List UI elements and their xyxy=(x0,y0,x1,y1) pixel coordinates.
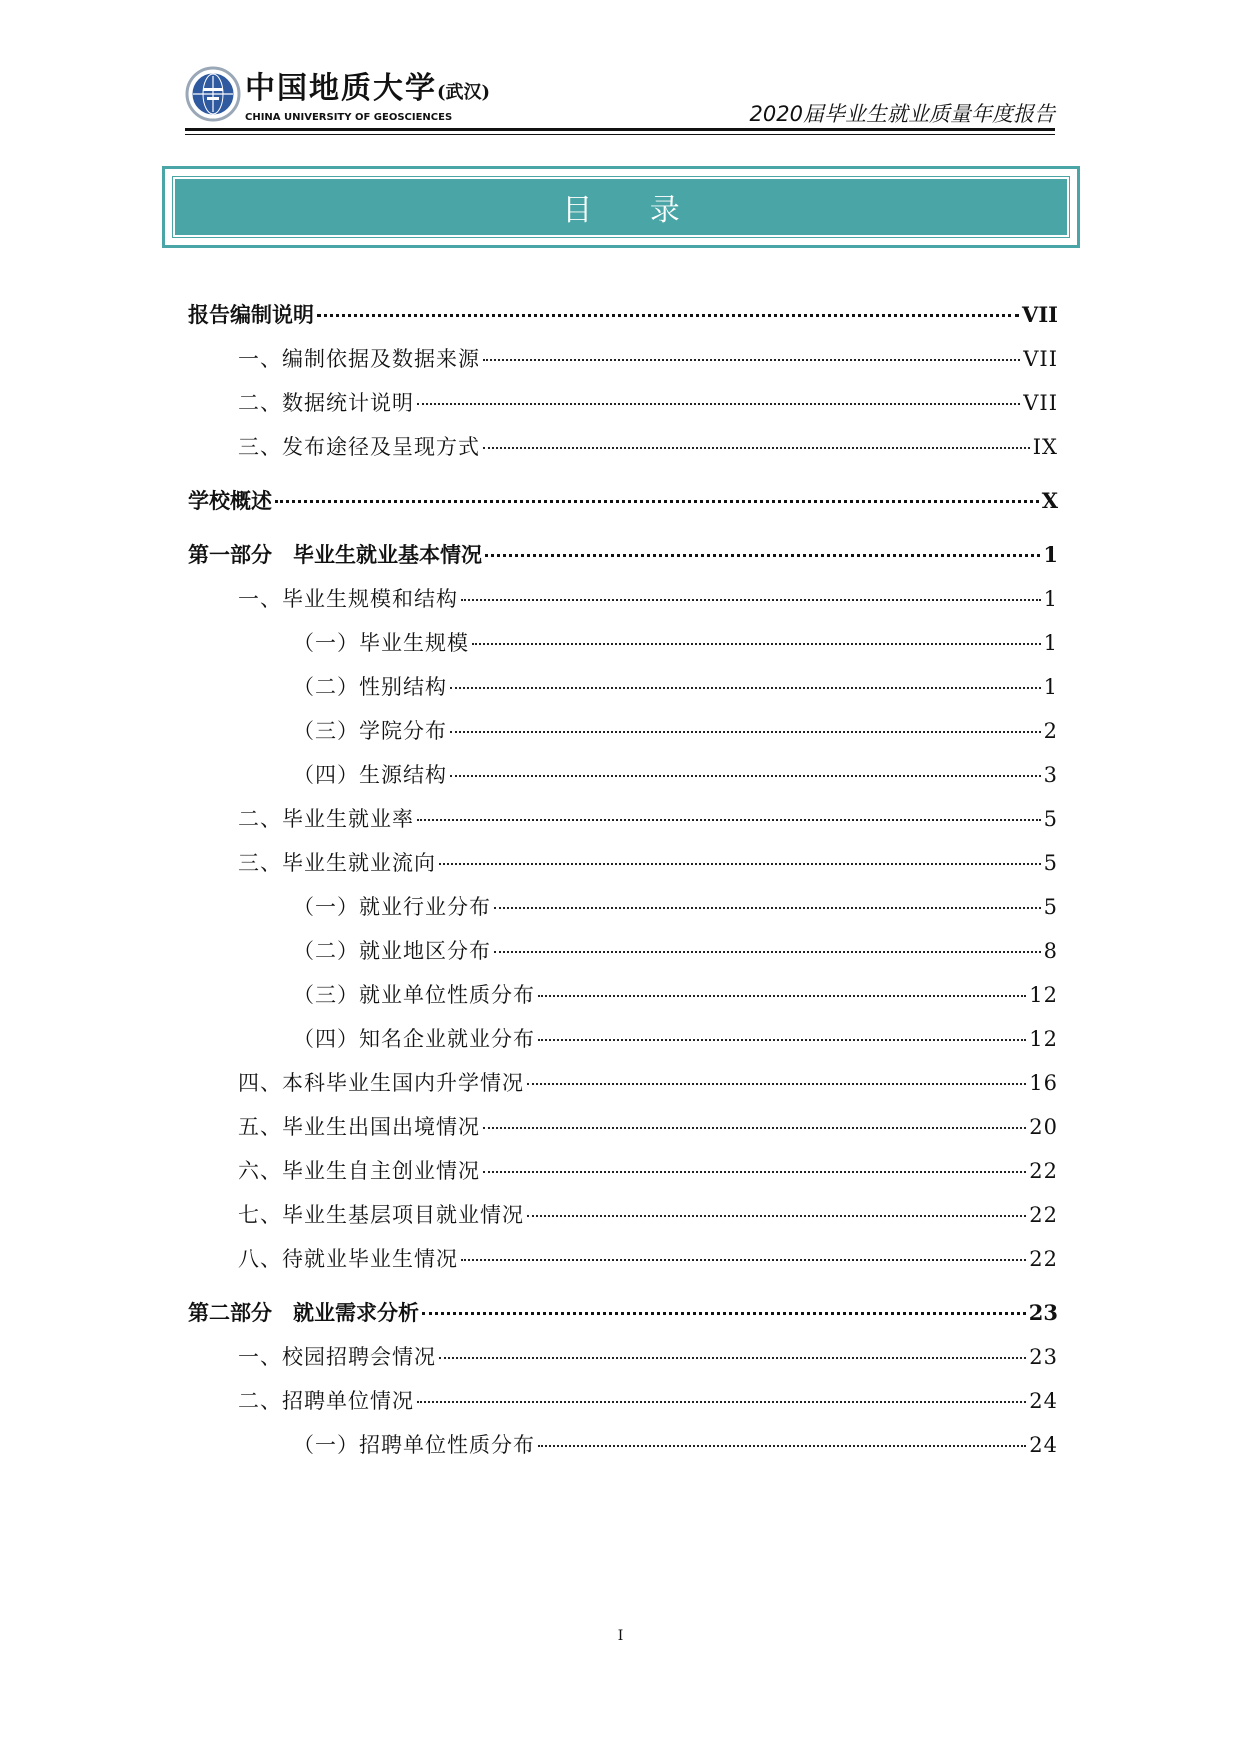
toc-leader-dots xyxy=(483,1127,1026,1129)
toc-leader-dots xyxy=(538,1445,1026,1447)
toc-leader-dots xyxy=(439,863,1041,865)
toc-entry-title: 第一部分 毕业生就业基本情况 xyxy=(188,542,482,567)
report-title: 2020届毕业生就业质量年度报告 xyxy=(749,102,1055,126)
toc-leader-dots xyxy=(538,995,1026,997)
toc-entry-title: 二、毕业生就业率 xyxy=(238,807,414,831)
page-header xyxy=(185,66,1055,136)
toc-entry-page: 16 xyxy=(1029,1071,1058,1095)
toc-entry[interactable] xyxy=(188,1298,1058,1328)
toc-leader-dots xyxy=(483,447,1030,449)
toc-entry-page: 22 xyxy=(1029,1247,1058,1271)
toc-entry[interactable] xyxy=(293,936,1058,966)
toc-entry[interactable] xyxy=(238,1156,1058,1186)
toc-entry-page: 24 xyxy=(1029,1389,1058,1413)
toc-entry-title: 六、毕业生自主创业情况 xyxy=(238,1159,480,1183)
page-number: I xyxy=(617,1628,624,1644)
toc-leader-dots xyxy=(461,1259,1026,1261)
university-logo-icon xyxy=(185,66,241,122)
toc-entry-title: 八、待就业毕业生情况 xyxy=(238,1247,458,1271)
toc-entry[interactable] xyxy=(293,628,1058,658)
toc-entry-title: （三）学院分布 xyxy=(293,719,447,743)
toc-leader-dots xyxy=(439,1357,1026,1359)
toc-leader-dots xyxy=(494,907,1041,909)
toc-entry-page: 5 xyxy=(1043,807,1058,831)
toc-entry-title: 三、发布途径及呈现方式 xyxy=(238,435,480,459)
toc-entry-page: 22 xyxy=(1029,1159,1058,1183)
toc-entry-title: 一、编制依据及数据来源 xyxy=(238,347,480,371)
toc-leader-dots xyxy=(275,500,1039,503)
toc-entry[interactable] xyxy=(238,1112,1058,1142)
university-name-cn: 中国地质大学 xyxy=(245,71,437,106)
toc-leader-dots xyxy=(472,643,1041,645)
toc-banner xyxy=(162,166,1080,248)
toc-entry-title: （三）就业单位性质分布 xyxy=(293,983,535,1007)
toc-entry-title: （四）生源结构 xyxy=(293,763,447,787)
toc-leader-dots xyxy=(422,1312,1026,1315)
toc-entry-title: （一）毕业生规模 xyxy=(293,631,469,655)
toc-entry-page: 12 xyxy=(1029,1027,1058,1051)
toc-entry-page: 24 xyxy=(1029,1433,1058,1457)
toc-leader-dots xyxy=(417,819,1041,821)
toc-entry-title: 四、本科毕业生国内升学情况 xyxy=(238,1071,524,1095)
toc-entry-page: VII xyxy=(1022,302,1058,327)
toc-entry[interactable] xyxy=(293,672,1058,702)
toc-entry-page: 1 xyxy=(1043,631,1058,655)
toc-entry-page: IX xyxy=(1032,435,1058,459)
toc-entry-page: 1 xyxy=(1043,542,1058,567)
toc-entry-title: （二）性别结构 xyxy=(293,675,447,699)
toc-entry-title: 七、毕业生基层项目就业情况 xyxy=(238,1203,524,1227)
toc-leader-dots xyxy=(450,775,1041,777)
toc-entry[interactable] xyxy=(238,804,1058,834)
toc-entry-page: 22 xyxy=(1029,1203,1058,1227)
university-wordmark xyxy=(245,72,490,123)
toc-entry[interactable] xyxy=(293,980,1058,1010)
toc-entry-page: 2 xyxy=(1043,719,1058,743)
toc-entry-page: X xyxy=(1041,488,1058,513)
toc-entry-title: 五、毕业生出国出境情况 xyxy=(238,1115,480,1139)
toc-entry[interactable] xyxy=(293,1024,1058,1054)
header-rule-thin xyxy=(185,134,1055,135)
toc-entry-title: 三、毕业生就业流向 xyxy=(238,851,436,875)
toc-entry-page: 1 xyxy=(1043,587,1058,611)
toc-entry-title: 二、招聘单位情况 xyxy=(238,1389,414,1413)
toc-entry-title: 第二部分 就业需求分析 xyxy=(188,1300,419,1325)
toc-entry-page: 12 xyxy=(1029,983,1058,1007)
toc-leader-dots xyxy=(317,314,1019,317)
toc-leader-dots xyxy=(450,687,1041,689)
toc-entry-page: 23 xyxy=(1028,1300,1058,1325)
toc-entry[interactable] xyxy=(293,716,1058,746)
toc-entry-page: 1 xyxy=(1043,675,1058,699)
toc-entry[interactable] xyxy=(238,432,1058,462)
toc-leader-dots xyxy=(417,1401,1026,1403)
toc-entry-title: （一）招聘单位性质分布 xyxy=(293,1433,535,1457)
toc-entry[interactable] xyxy=(238,1386,1058,1416)
toc-entry[interactable] xyxy=(293,892,1058,922)
toc-entry[interactable] xyxy=(238,848,1058,878)
toc-entry[interactable] xyxy=(188,540,1058,570)
toc-entry-page: VII xyxy=(1023,347,1058,371)
toc-entry-title: 一、校园招聘会情况 xyxy=(238,1345,436,1369)
toc-leader-dots xyxy=(461,599,1041,601)
toc-entry[interactable] xyxy=(293,760,1058,790)
toc-entry[interactable] xyxy=(188,486,1058,516)
toc-entry[interactable] xyxy=(238,1068,1058,1098)
toc-leader-dots xyxy=(527,1215,1026,1217)
toc-entry-page: 20 xyxy=(1029,1115,1058,1139)
toc-leader-dots xyxy=(483,359,1020,361)
header-rule-thick xyxy=(185,128,1055,131)
toc-entry[interactable] xyxy=(238,1200,1058,1230)
toc-leader-dots xyxy=(527,1083,1026,1085)
toc-leader-dots xyxy=(417,403,1020,405)
toc-leader-dots xyxy=(450,731,1041,733)
toc-entry-title: （四）知名企业就业分布 xyxy=(293,1027,535,1051)
toc-entry-page: 5 xyxy=(1043,851,1058,875)
toc-entry-page: 8 xyxy=(1043,939,1058,963)
toc-leader-dots xyxy=(483,1171,1026,1173)
university-name-en: CHINA UNIVERSITY OF GEOSCIENCES xyxy=(245,112,453,123)
toc-entry[interactable] xyxy=(238,1244,1058,1274)
toc-entry-title: （一）就业行业分布 xyxy=(293,895,491,919)
toc-leader-dots xyxy=(494,951,1041,953)
toc-entry-title: 一、毕业生规模和结构 xyxy=(238,587,458,611)
toc-entry[interactable] xyxy=(238,584,1058,614)
toc-entry-page: VII xyxy=(1023,391,1058,415)
toc-leader-dots xyxy=(538,1039,1026,1041)
toc-entry[interactable] xyxy=(238,388,1058,418)
toc-entry-page: 23 xyxy=(1029,1345,1058,1369)
toc-entry-title: 报告编制说明 xyxy=(188,302,314,327)
toc-entry-page: 3 xyxy=(1043,763,1058,787)
toc-entry[interactable] xyxy=(238,344,1058,374)
toc-entry-title: 学校概述 xyxy=(188,488,272,513)
toc-title: 目 录 xyxy=(562,193,704,228)
toc-entry-title: 二、数据统计说明 xyxy=(238,391,414,415)
toc-entry-page: 5 xyxy=(1043,895,1058,919)
toc-entry[interactable] xyxy=(293,1430,1058,1460)
toc-leader-dots xyxy=(485,554,1040,557)
toc-entry-title: （二）就业地区分布 xyxy=(293,939,491,963)
university-campus: (武汉) xyxy=(437,82,491,103)
toc-entry[interactable] xyxy=(188,300,1058,330)
toc-entry[interactable] xyxy=(238,1342,1058,1372)
